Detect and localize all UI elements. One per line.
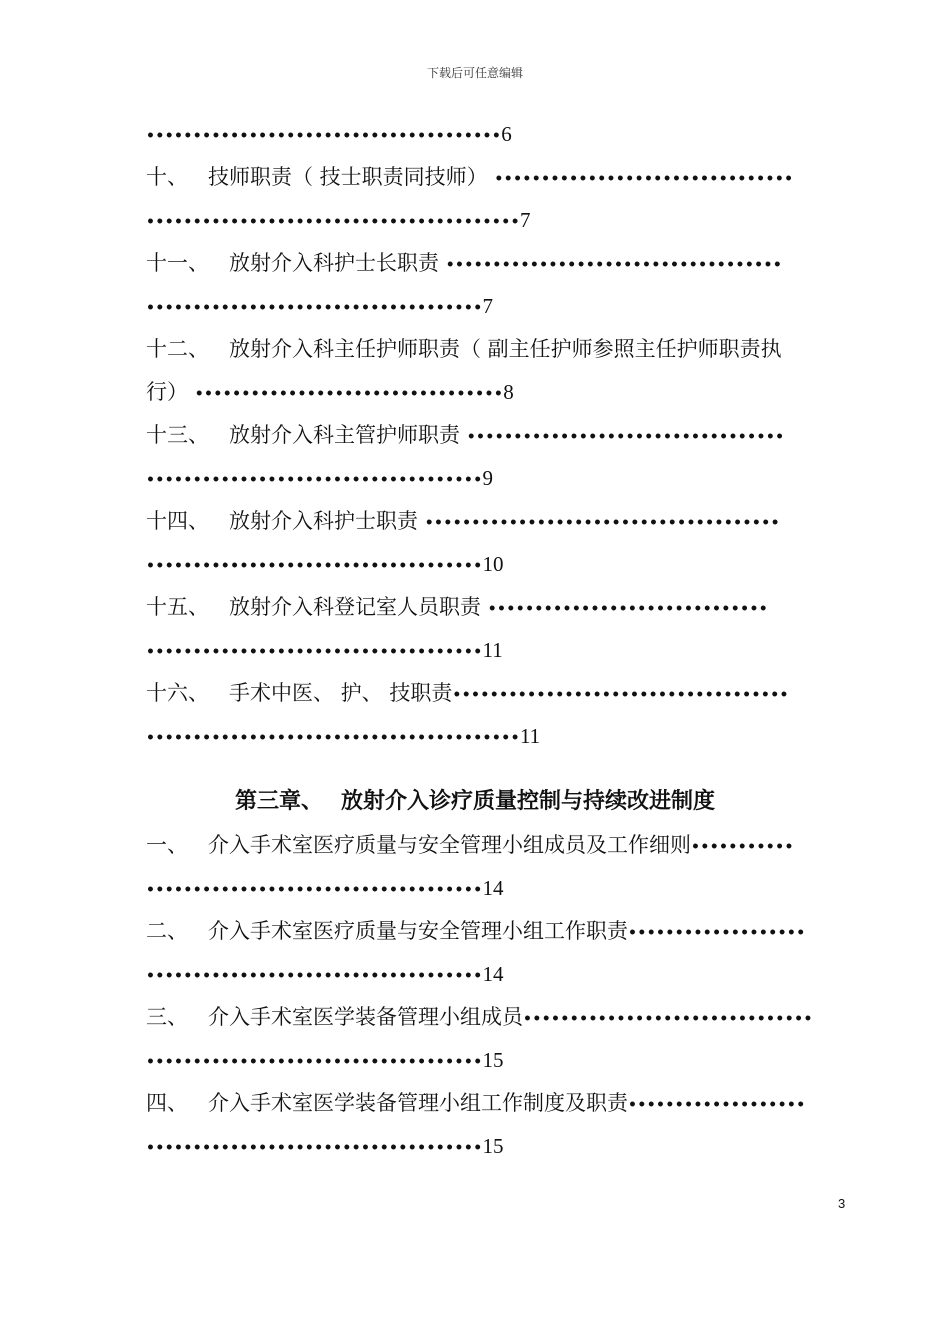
toc-line	[146, 716, 848, 756]
toc-line	[146, 329, 848, 369]
toc-line	[146, 587, 848, 627]
toc-item-title: 介入手术室医疗质量与安全管理小组成员及工作细则	[208, 833, 691, 857]
toc-line	[146, 954, 848, 994]
toc-line	[146, 243, 848, 283]
toc-page-number: 8	[503, 380, 514, 404]
leader-dots: ••••••••••••••••••••••••••••••••••••	[146, 558, 483, 574]
toc-item-title: 放射介入科护士长职责	[229, 251, 439, 275]
leader-dots: ••••••••••••••••••••••••••••••••••••••••	[146, 730, 520, 746]
toc-page-number: 14	[482, 962, 504, 986]
toc-line	[146, 114, 848, 154]
page-header: 下载后可任意编辑	[426, 66, 523, 80]
chapter-title	[0, 782, 950, 822]
toc-item-title: 放射介入科登记室人员职责	[229, 595, 481, 619]
leader-dots: ••••••••••••••••••••••••••••••••••••	[146, 1140, 483, 1156]
toc-line	[146, 501, 848, 541]
toc-line	[146, 997, 848, 1037]
toc-line	[146, 1126, 848, 1166]
toc-line	[146, 415, 848, 455]
toc-line	[146, 458, 848, 498]
leader-dots: ••••••••••••••••••••••••••••••••	[494, 171, 794, 187]
toc-page-number: 7	[519, 208, 531, 232]
toc-page-number: 15	[482, 1048, 504, 1072]
toc-item-number: 一、	[146, 833, 188, 857]
leader-dots: ••••••••••••••••••••••••••••••••••••	[146, 644, 483, 660]
chapter-number: 第三章、	[234, 789, 323, 814]
leader-dots: •••••••••••	[691, 839, 794, 855]
toc-line	[146, 1040, 848, 1080]
toc-page-number: 11	[482, 638, 503, 662]
toc-page-number: 15	[482, 1134, 504, 1158]
leader-dots: ••••••••••••••••••••••••••••••••••••••••	[146, 214, 520, 230]
toc-item-title: 介入手术室医疗质量与安全管理小组工作职责	[208, 919, 628, 943]
toc-item-title: 放射介入科护士职责	[229, 509, 418, 533]
toc-line	[146, 544, 848, 584]
leader-dots: ••••••••••••••••••••••••••••••••••••	[146, 1054, 483, 1070]
toc-item-title: 介入手术室医学装备管理小组工作制度及职责	[208, 1091, 628, 1115]
leader-dots: ••••••••••••••••••••••••••••••••••••	[146, 882, 483, 898]
leader-dots: •••••••••••••••••••••••••••••••••	[194, 386, 504, 402]
toc-line	[146, 630, 848, 670]
toc-line	[146, 673, 848, 713]
toc-item-number: 二、	[146, 919, 188, 943]
leader-dots: ••••••••••••••••••••••••••••••••••••••	[424, 515, 780, 531]
toc-line	[146, 1083, 848, 1123]
toc-item-title: 放射介入科主任护师职责（ 副主任护师参照主任护师职责执	[229, 337, 782, 361]
leader-dots: ••••••••••••••••••••••••••••••	[487, 601, 769, 617]
toc-item-number: 十五、	[146, 595, 209, 619]
toc-page-number: 9	[482, 466, 494, 490]
leader-dots: ••••••••••••••••••••••••••••••••••••	[146, 472, 483, 488]
toc-line	[146, 911, 848, 951]
leader-dots: •••••••••••••••••••••••••••••••	[523, 1011, 813, 1027]
toc-item-title: 介入手术室医学装备管理小组成员	[208, 1005, 523, 1029]
toc-item-title: 技师职责（ 技士职责同技师）	[208, 165, 488, 189]
page-number: 3	[838, 1196, 846, 1211]
toc-item-title: 放射介入科主管护师职责	[229, 423, 460, 447]
toc-line	[146, 868, 848, 908]
toc-item-title-continued: 行）	[146, 380, 188, 404]
toc-item-number: 四、	[146, 1091, 188, 1115]
leader-dots: •••••••••••••••••••	[628, 925, 806, 941]
toc-line	[146, 200, 848, 240]
toc-page-number: 7	[482, 294, 494, 318]
toc-page-number: 11	[519, 724, 541, 748]
leader-dots: •••••••••••••••••••	[628, 1097, 806, 1113]
leader-dots: ••••••••••••••••••••••••••••••••••••	[146, 300, 483, 316]
toc-line	[146, 372, 848, 412]
leader-dots: ••••••••••••••••••••••••••••••••••••	[452, 687, 789, 703]
toc-item-title: 手术中医、 护、 技职责	[229, 681, 453, 705]
toc-page-number: 10	[482, 552, 504, 576]
toc-item-number: 十三、	[146, 423, 209, 447]
leader-dots: ••••••••••••••••••••••••••••••••••••	[445, 257, 783, 273]
toc-line	[146, 825, 848, 865]
leader-dots: ••••••••••••••••••••••••••••••••••	[466, 429, 785, 445]
chapter-name: 放射介入诊疗质量控制与持续改进制度	[341, 789, 716, 814]
leader-dots: ••••••••••••••••••••••••••••••••••••••	[146, 128, 502, 144]
toc-item-number: 三、	[146, 1005, 188, 1029]
toc-item-number: 十、	[146, 165, 188, 189]
toc-item-number: 十二、	[146, 337, 209, 361]
toc-item-number: 十四、	[146, 509, 209, 533]
toc-line	[146, 157, 848, 197]
toc-page-number: 14	[482, 876, 504, 900]
leader-dots: ••••••••••••••••••••••••••••••••••••	[146, 968, 483, 984]
toc-item-number: 十六、	[146, 681, 209, 705]
toc-page-number: 6	[501, 122, 512, 146]
toc-line	[146, 286, 848, 326]
toc-item-number: 十一、	[146, 251, 209, 275]
